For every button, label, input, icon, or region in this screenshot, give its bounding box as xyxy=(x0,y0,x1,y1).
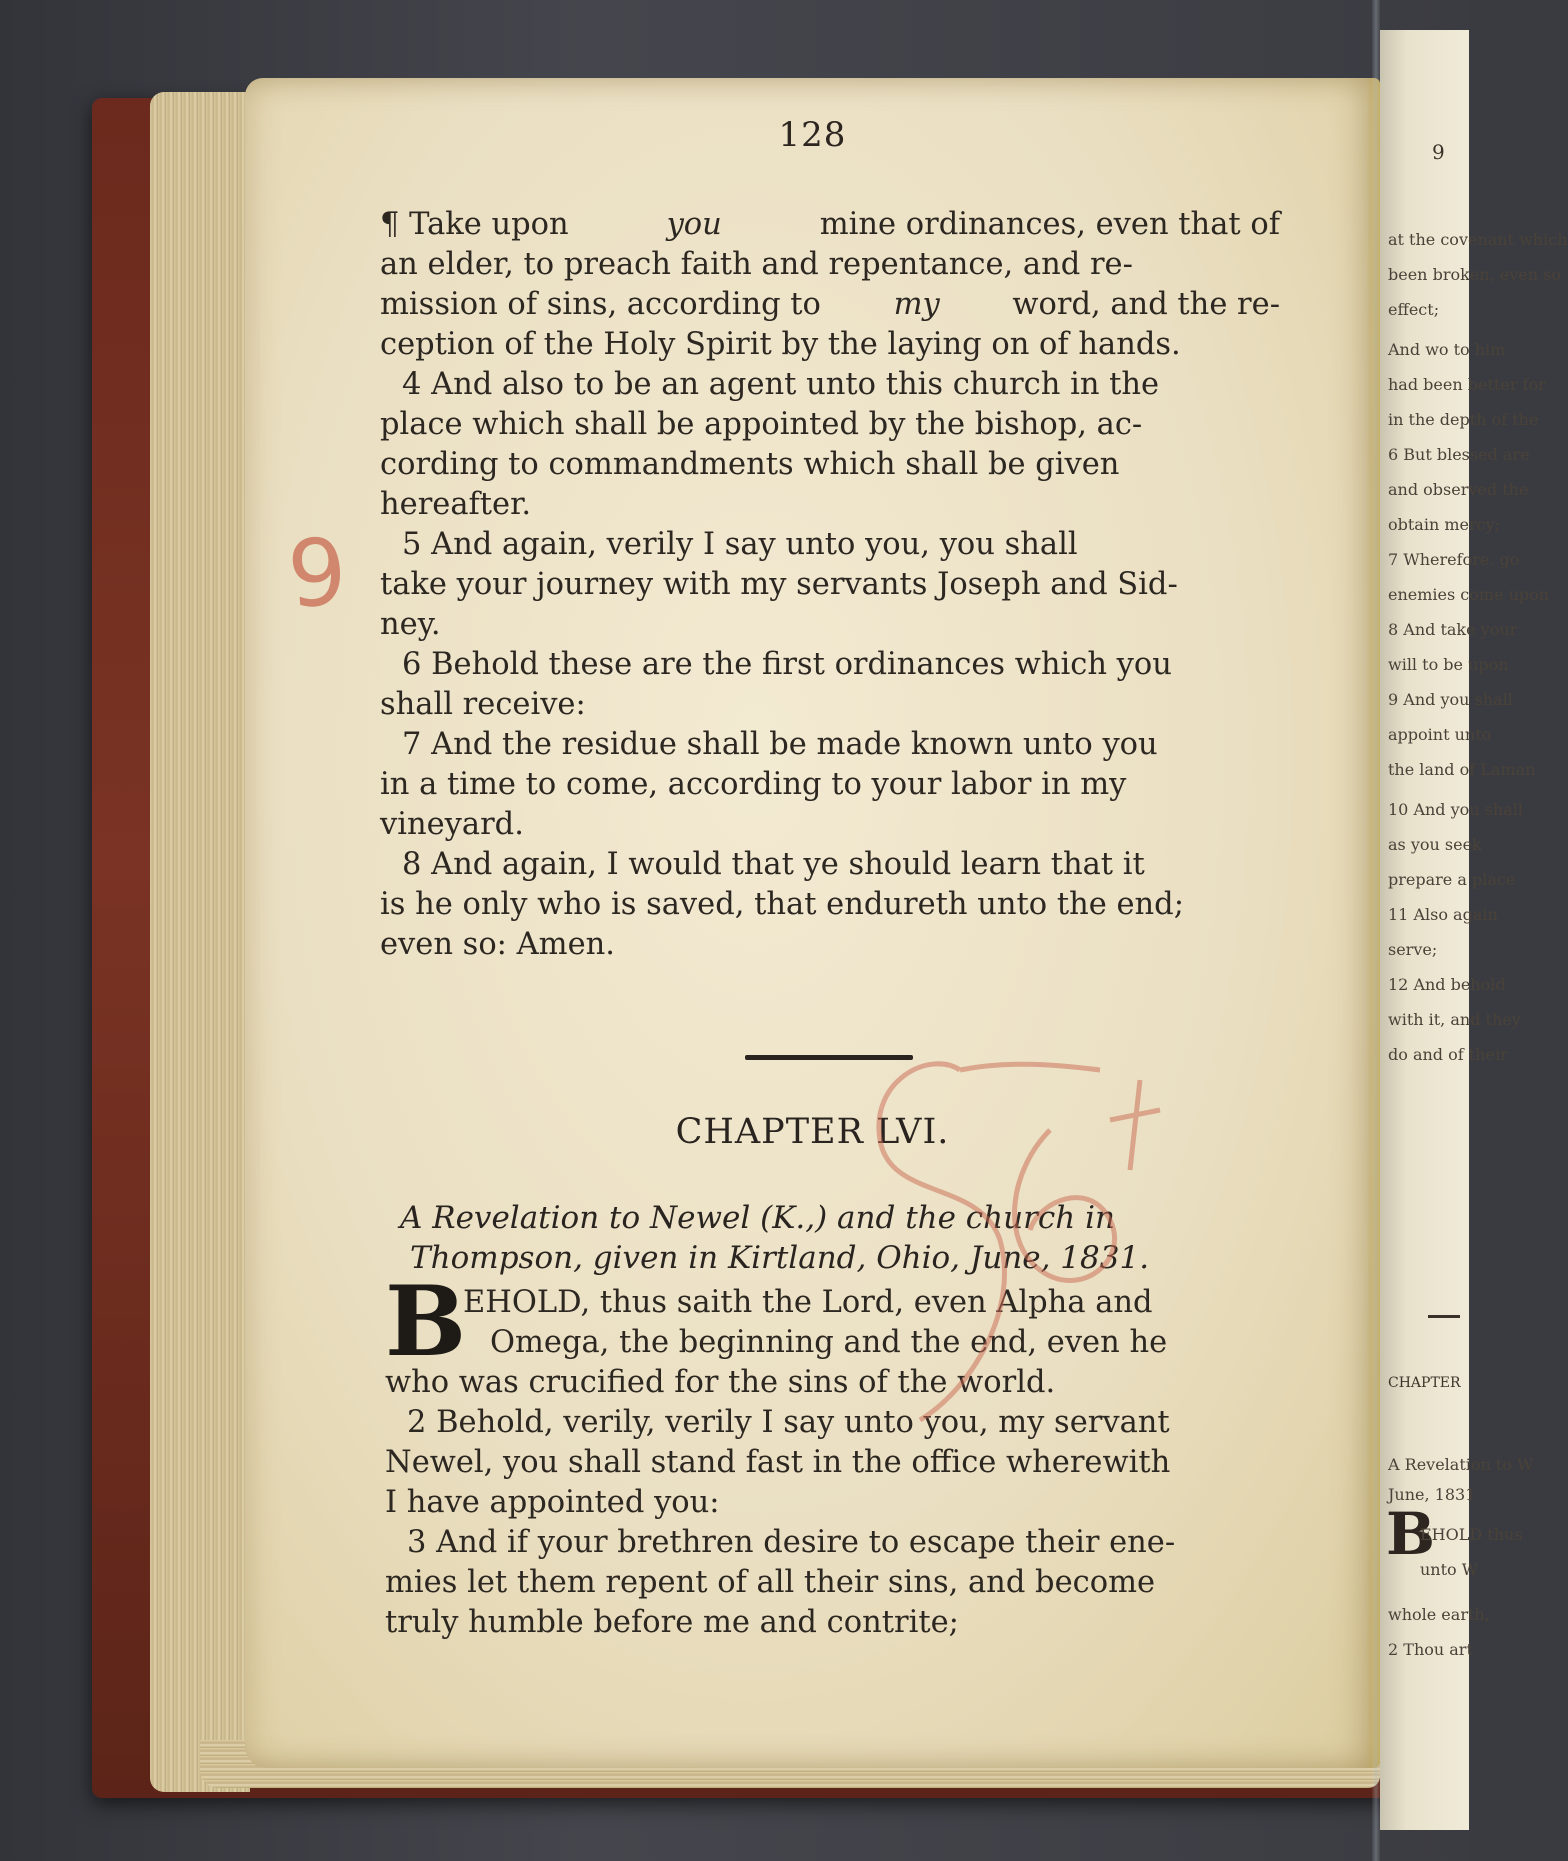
text-run: 7 And the residue shall be made known unto you xyxy=(402,727,1158,762)
facing-text: 12 And behold xyxy=(1388,975,1506,994)
text-run: 2 Behold, verily, verily I say unto you, my servant xyxy=(407,1405,1170,1440)
text-run: vineyard. xyxy=(380,807,524,842)
verse-line xyxy=(380,325,1280,365)
text-run: Newel, you shall stand fast in the office wherewith xyxy=(385,1445,1171,1480)
text-run: Thompson, given in Kirtland, Ohio, June, 1831. xyxy=(410,1240,1150,1276)
verse-block-top xyxy=(380,205,1280,965)
chapter-heading: CHAPTER LVI. xyxy=(675,1112,950,1152)
facing-page-number: 9 xyxy=(1432,140,1445,164)
facing-text: serve; xyxy=(1388,940,1438,959)
facing-text: EHOLD thus xyxy=(1420,1525,1523,1544)
verse-4 xyxy=(380,365,1280,405)
facing-text: 6 But blessed are xyxy=(1388,445,1530,464)
facing-text: 9 And you shall xyxy=(1388,690,1513,709)
facing-text: at the covenant which xyxy=(1388,230,1568,249)
text-run: 6 Behold these are the first ordinances which you xyxy=(402,647,1172,682)
verse-6 xyxy=(380,645,1280,685)
verse-line xyxy=(385,1603,1275,1643)
facing-text: been broken, even so xyxy=(1388,265,1561,284)
text-run: 4 And also to be an agent unto this church in the xyxy=(402,367,1160,402)
text-run: is he only who is saved, that endureth unto the end; xyxy=(380,887,1184,922)
facing-text: enemies come upon xyxy=(1388,585,1550,604)
facing-text: will to be upon xyxy=(1388,655,1509,674)
verse-line xyxy=(380,445,1280,485)
facing-chapter-label: CHAPTER xyxy=(1388,1375,1461,1391)
facing-text: 11 Also again xyxy=(1388,905,1498,924)
verse-3 xyxy=(385,1523,1275,1563)
verse-7 xyxy=(380,725,1280,765)
page-number: 128 xyxy=(778,115,847,155)
verse-line xyxy=(380,765,1280,805)
verse-line xyxy=(380,685,1280,725)
scanner-glass-edge xyxy=(1372,0,1380,1861)
text-run: I have appointed you: xyxy=(385,1485,720,1520)
verse-line xyxy=(385,1443,1275,1483)
verse-line xyxy=(380,405,1280,445)
text-run: my xyxy=(893,287,940,322)
facing-text: 10 And you shall xyxy=(1388,800,1523,819)
facing-text: as you seek xyxy=(1388,835,1482,854)
facing-divider xyxy=(1428,1315,1460,1318)
facing-drop-cap: B xyxy=(1386,1500,1436,1568)
text-run: mission of sins, according to xyxy=(380,287,821,322)
page-edges-left xyxy=(150,92,250,1792)
facing-text: effect; xyxy=(1388,300,1440,319)
text-run: shall receive: xyxy=(380,687,586,722)
drop-cap: B xyxy=(385,1265,467,1378)
verse-line xyxy=(380,205,1280,245)
text-run: hereafter. xyxy=(380,487,532,522)
facing-page-fragment xyxy=(1380,30,1568,1830)
verse-line xyxy=(385,1483,1275,1523)
text-run: in a time to come, according to your labor in my xyxy=(380,767,1127,802)
facing-text: obtain mercy; xyxy=(1388,515,1501,534)
facing-text: whole earth, xyxy=(1388,1605,1490,1624)
verse-line xyxy=(380,805,1280,845)
facing-text: unto W xyxy=(1420,1560,1479,1579)
facing-text: June, 1831 xyxy=(1388,1485,1476,1504)
facing-text: 2 Thou art xyxy=(1388,1640,1473,1659)
facing-text: And wo to him xyxy=(1388,340,1506,359)
facing-text: A Revelation to W xyxy=(1388,1455,1534,1474)
text-run: 5 And again, verily I say unto you, you shall xyxy=(402,527,1078,562)
verse-line xyxy=(380,245,1280,285)
text-run: take your journey with my servants Joseph and Sid- xyxy=(380,567,1178,602)
text-run: EHOLD, thus saith the Lord, even Alpha and xyxy=(463,1285,1153,1320)
verse-line xyxy=(380,565,1280,605)
facing-text: in the depth of the xyxy=(1388,410,1539,429)
facing-text: do and of their xyxy=(1388,1045,1508,1064)
text-run: mies let them repent of all their sins, and become xyxy=(385,1565,1156,1600)
text-run: ¶ Take upon xyxy=(380,207,569,242)
text-run: word, and the re- xyxy=(1012,287,1280,322)
facing-text: 7 Wherefore, go xyxy=(1388,550,1520,569)
facing-text: prepare a place xyxy=(1388,870,1516,889)
verse-5 xyxy=(380,525,1280,565)
text-run: truly humble before me and contrite; xyxy=(385,1605,959,1640)
text-run: you xyxy=(666,207,722,242)
text-run: 3 And if your brethren desire to escape their ene- xyxy=(407,1525,1176,1560)
verse-line xyxy=(380,605,1280,645)
text-run: ney. xyxy=(380,607,441,642)
text-run: Omega, the beginning and the end, even he xyxy=(490,1325,1168,1360)
text-run: who was crucified for the sins of the world. xyxy=(385,1365,1056,1400)
verse-line xyxy=(380,485,1280,525)
text-run: A Revelation to Newel (K.,) and the church in xyxy=(400,1200,1115,1236)
text-run: even so: Amen. xyxy=(380,927,615,962)
facing-text: and observed the xyxy=(1388,480,1529,499)
text-run: mine ordinances, even that of xyxy=(819,207,1280,242)
facing-text: appoint unto xyxy=(1388,725,1492,744)
text-run: an elder, to preach faith and repentance, and re- xyxy=(380,247,1133,282)
facing-text: had been better for xyxy=(1388,375,1546,394)
text-run: cording to commandments which shall be given xyxy=(380,447,1120,482)
text-run: ception of the Holy Spirit by the laying on of hands. xyxy=(380,327,1181,362)
text-run: 8 And again, I would that ye should learn that it xyxy=(402,847,1145,882)
facing-text: 8 And take your xyxy=(1388,620,1518,639)
verse-line xyxy=(380,285,1280,325)
margin-annotation-number: 9 xyxy=(284,518,351,629)
verse-8 xyxy=(380,845,1280,885)
text-run: place which shall be appointed by the bishop, ac- xyxy=(380,407,1143,442)
verse-line xyxy=(385,1563,1275,1603)
verse-line xyxy=(380,925,1280,965)
pencil-annotation-56-icon xyxy=(810,1010,1230,1440)
facing-text: the land of Laman xyxy=(1388,760,1536,779)
verse-line xyxy=(380,885,1280,925)
facing-text: with it, and they xyxy=(1388,1010,1521,1029)
